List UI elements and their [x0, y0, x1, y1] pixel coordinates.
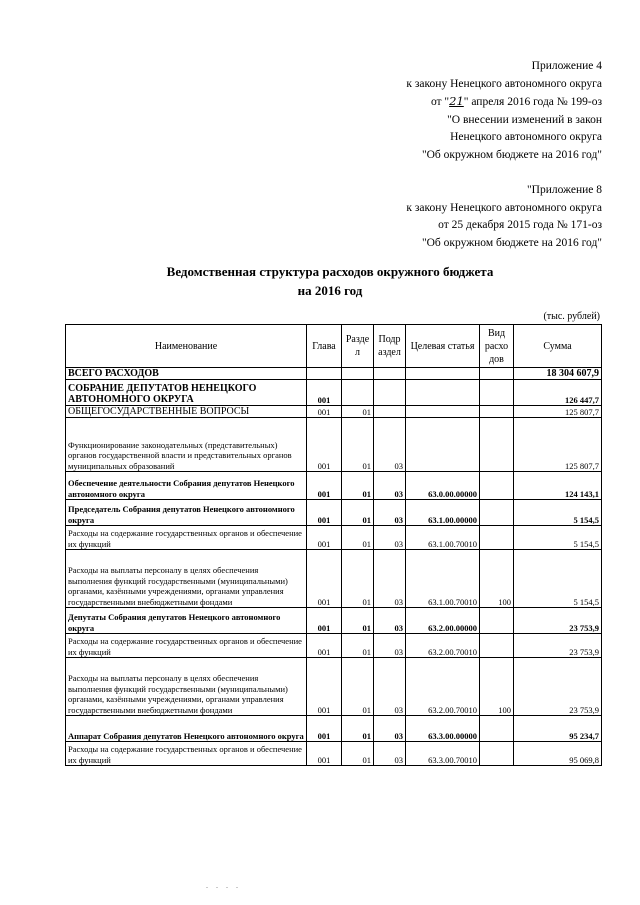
cell-razdel: 01 — [342, 634, 374, 658]
cell-vid — [480, 742, 514, 766]
cell-glava: 001 — [307, 472, 342, 500]
header-date-prefix: от " — [430, 96, 450, 108]
cell-razdel: 01 — [342, 658, 374, 716]
table-row — [66, 418, 602, 472]
cell-name: ВСЕГО РАСХОДОВ — [66, 368, 307, 380]
cell-razdel — [342, 380, 374, 406]
cell-sum: 5 154,5 — [514, 500, 602, 526]
cell-razdel: 01 — [342, 406, 374, 418]
header-date-line — [302, 93, 602, 112]
header-line: "Об окружном бюджете на 2016 год" — [421, 236, 602, 249]
cell-razdel: 01 — [342, 550, 374, 608]
table-header-row — [66, 325, 602, 368]
cell-name: Председатель Собрания депутатов Ненецкого автономного округа — [66, 500, 307, 526]
cell-sum: 124 143,1 — [514, 472, 602, 500]
cell-razdel: 01 — [342, 526, 374, 550]
cell-razdel: 01 — [342, 608, 374, 634]
header-line: "Об окружном бюджете на 2016 год" — [421, 148, 602, 161]
col-header-target: Целевая статья — [406, 325, 480, 368]
cell-sum: 5 154,5 — [514, 526, 602, 550]
cell-name: Расходы на выплаты персоналу в целях обеспечения выполнения функций государственными (муниципальными) органами, казёнными учреждениями, органами управления государственными внебюджетными фондами — [66, 658, 307, 716]
cell-name: Депутаты Собрания депутатов Ненецкого автономного округа — [66, 608, 307, 634]
cell-sum: 95 069,8 — [514, 742, 602, 766]
cell-glava: 001 — [307, 716, 342, 742]
handwritten-day: 21 — [449, 94, 464, 108]
cell-podrazdel — [374, 380, 406, 406]
table-row — [66, 368, 602, 380]
title-line-1: Ведомственная структура расходов окружного бюджета — [166, 264, 494, 279]
cell-sum: 125 807,7 — [514, 418, 602, 472]
cell-podrazdel: 03 — [374, 472, 406, 500]
cell-name: ОБЩЕГОСУДАРСТВЕННЫЕ ВОПРОСЫ — [66, 406, 307, 418]
cell-vid: 100 — [480, 658, 514, 716]
cell-target: 63.2.00.70010 — [406, 658, 480, 716]
table-row — [66, 406, 602, 418]
col-header-sum: Сумма — [514, 325, 602, 368]
cell-razdel: 01 — [342, 472, 374, 500]
table-row — [66, 716, 602, 742]
cell-vid — [480, 472, 514, 500]
cell-glava: 001 — [307, 608, 342, 634]
units-label: (тыс. рублей) — [543, 311, 600, 322]
cell-podrazdel: 03 — [374, 608, 406, 634]
col-header-glava: Глава — [307, 325, 342, 368]
cell-name: Расходы на выплаты персоналу в целях обеспечения выполнения функций государственными (муниципальными) органами, казёнными учреждениями, органами управления государственными внебюджетными фондами — [66, 550, 307, 608]
header-line: от 25 декабря 2015 года № 171-оз — [438, 219, 602, 231]
cell-target — [406, 418, 480, 472]
table-row — [66, 742, 602, 766]
cell-vid — [480, 368, 514, 380]
col-header-name: Наименование — [66, 325, 307, 368]
cell-vid — [480, 716, 514, 742]
header-line: Ненецкого автономного округа — [450, 131, 602, 143]
cell-razdel: 01 — [342, 742, 374, 766]
cell-glava: 001 — [307, 526, 342, 550]
table-row — [66, 526, 602, 550]
table-row — [66, 380, 602, 406]
cell-name: Расходы на содержание государственных органов и обеспечение их функций — [66, 526, 307, 550]
cell-glava: 001 — [307, 634, 342, 658]
cell-glava: 001 — [307, 742, 342, 766]
cell-target — [406, 368, 480, 380]
cell-razdel: 01 — [342, 500, 374, 526]
cell-sum: 23 753,9 — [514, 658, 602, 716]
cell-podrazdel: 03 — [374, 742, 406, 766]
cell-podrazdel: 03 — [374, 658, 406, 716]
cell-glava: 001 — [307, 406, 342, 418]
cell-podrazdel — [374, 406, 406, 418]
cell-razdel: 01 — [342, 418, 374, 472]
cell-target — [406, 380, 480, 406]
header-line: Приложение 4 — [531, 60, 602, 72]
header-line: "Приложение 8 — [526, 184, 602, 196]
cell-vid — [480, 500, 514, 526]
document-title — [60, 262, 600, 300]
cell-vid: 100 — [480, 550, 514, 608]
cell-target: 63.1.00.70010 — [406, 526, 480, 550]
document-header — [302, 58, 602, 252]
cell-target: 63.0.00.00000 — [406, 472, 480, 500]
cell-sum: 18 304 607,9 — [514, 368, 602, 380]
cell-sum: 95 234,7 — [514, 716, 602, 742]
cell-sum: 126 447,7 — [514, 380, 602, 406]
cell-target: 63.3.00.00000 — [406, 716, 480, 742]
header-line: к закону Ненецкого автономного округа — [406, 77, 602, 90]
cell-sum: 5 154,5 — [514, 550, 602, 608]
header-date-suffix: " апреля 2016 года № 199-оз — [463, 96, 602, 108]
cell-podrazdel: 03 — [374, 526, 406, 550]
cell-podrazdel: 03 — [374, 634, 406, 658]
budget-table — [65, 324, 602, 766]
cell-podrazdel: 03 — [374, 550, 406, 608]
cell-podrazdel: 03 — [374, 418, 406, 472]
cell-podrazdel: 03 — [374, 716, 406, 742]
table-row — [66, 472, 602, 500]
title-line-2: на 2016 год — [297, 283, 363, 298]
table-row — [66, 608, 602, 634]
cell-target: 63.2.00.00000 — [406, 608, 480, 634]
cell-glava: 001 — [307, 380, 342, 406]
cell-target: 63.2.00.70010 — [406, 634, 480, 658]
col-header-podrazdel: Подр аздел — [374, 325, 406, 368]
table-row — [66, 500, 602, 526]
cell-target: 63.1.00.00000 — [406, 500, 480, 526]
cell-podrazdel — [374, 368, 406, 380]
scan-specks: . . . . — [206, 881, 241, 890]
col-header-vid: Вид расхо дов — [480, 325, 514, 368]
table-row — [66, 634, 602, 658]
cell-target: 63.1.00.70010 — [406, 550, 480, 608]
cell-podrazdel: 03 — [374, 500, 406, 526]
cell-target — [406, 406, 480, 418]
cell-name: Аппарат Собрания депутатов Ненецкого автономного округа — [66, 716, 307, 742]
header-spacer — [302, 164, 602, 182]
cell-razdel: 01 — [342, 716, 374, 742]
table-body — [66, 368, 602, 766]
cell-razdel — [342, 368, 374, 380]
header-line: "О внесении изменений в закон — [447, 113, 602, 126]
cell-glava: 001 — [307, 550, 342, 608]
col-header-razdel: Разде л — [342, 325, 374, 368]
cell-glava: 001 — [307, 500, 342, 526]
cell-vid — [480, 608, 514, 634]
cell-vid — [480, 526, 514, 550]
cell-sum: 23 753,9 — [514, 608, 602, 634]
cell-glava: 001 — [307, 658, 342, 716]
cell-sum: 23 753,9 — [514, 634, 602, 658]
cell-name: Расходы на содержание государственных органов и обеспечение их функций — [66, 634, 307, 658]
cell-name: Функционирование законодательных (представительных) органов государственной власти и представительных органов муниципальных образований — [66, 418, 307, 472]
cell-glava: 001 — [307, 418, 342, 472]
cell-vid — [480, 406, 514, 418]
table-row — [66, 658, 602, 716]
cell-vid — [480, 380, 514, 406]
cell-name: Обеспечение деятельности Собрания депутатов Ненецкого автономного округа — [66, 472, 307, 500]
cell-name: Расходы на содержание государственных органов и обеспечение их функций — [66, 742, 307, 766]
cell-target: 63.3.00.70010 — [406, 742, 480, 766]
header-line: к закону Ненецкого автономного округа — [406, 201, 602, 214]
cell-name: СОБРАНИЕ ДЕПУТАТОВ НЕНЕЦКОГО АВТОНОМНОГО ОКРУГА — [66, 380, 307, 406]
cell-vid — [480, 418, 514, 472]
cell-glava — [307, 368, 342, 380]
cell-vid — [480, 634, 514, 658]
table-row — [66, 550, 602, 608]
cell-sum: 125 807,7 — [514, 406, 602, 418]
